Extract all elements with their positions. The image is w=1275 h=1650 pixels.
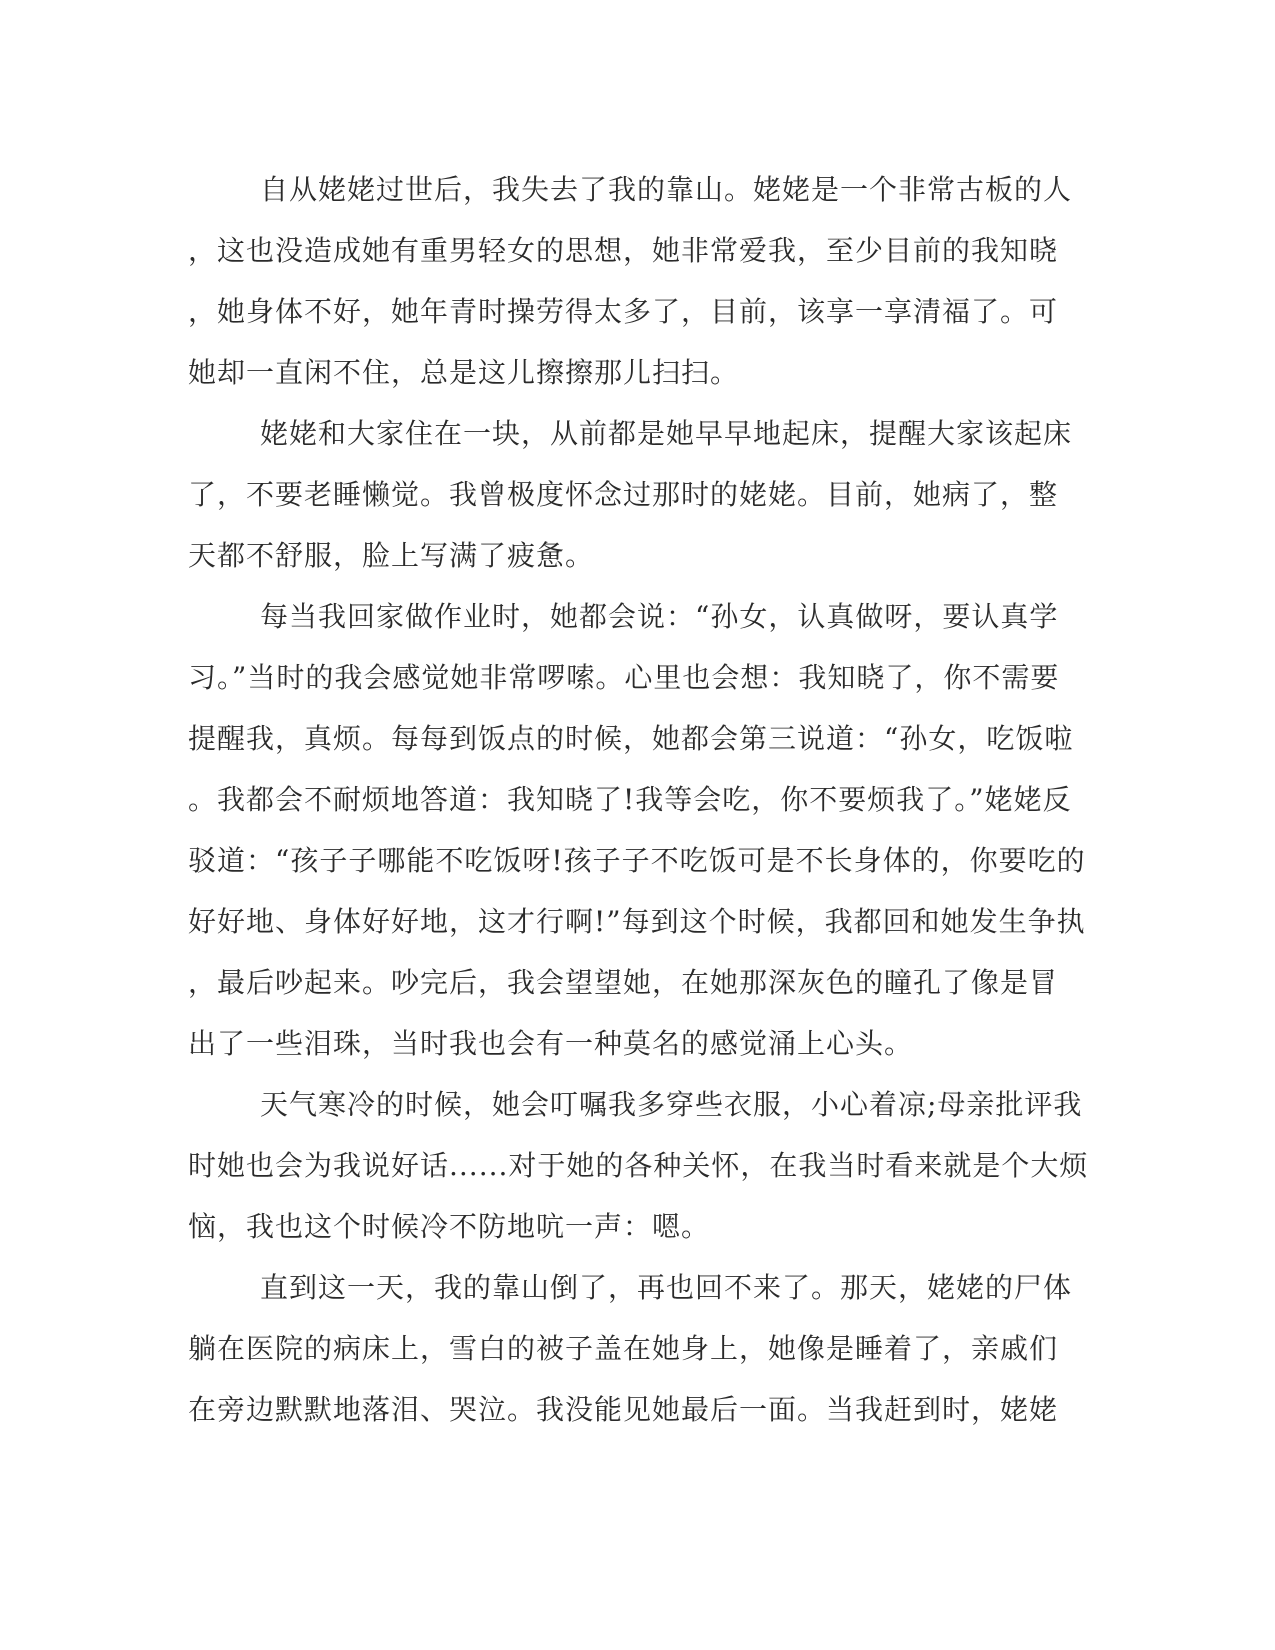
document-body	[188, 159, 1088, 1440]
paragraph-2-line-3: 天都不舒服，脸上写满了疲惫。	[188, 539, 595, 572]
paragraph-5-line-2: 躺在医院的病床上，雪白的被子盖在她身上，她像是睡着了，亲戚们	[188, 1332, 1059, 1365]
paragraph-1-line-3: ，她身体不好，她年青时操劳得太多了，目前，该享一享清福了。可	[188, 295, 1059, 328]
paragraph-5-line-3: 在旁边默默地落泪、哭泣。我没能见她最后一面。当我赶到时，姥姥	[188, 1393, 1059, 1426]
paragraph-4-line-3: 恼，我也这个时候冷不防地吭一声：嗯。	[188, 1210, 711, 1243]
paragraph-3-line-7: ，最后吵起来。吵完后，我会望望她，在她那深灰色的瞳孔了像是冒	[188, 966, 1059, 999]
paragraph-3-line-3: 提醒我，真烦。每每到饭点的时候，她都会第三说道：“孙女，吃饭啦	[188, 722, 1074, 755]
paragraph-4-line-2: 时她也会为我说好话......对于她的各种关怀，在我当时看来就是个大烦	[188, 1149, 1089, 1182]
paragraph-5-line-1: 直到这一天，我的靠山倒了，再也回不来了。那天，姥姥的尸体	[260, 1271, 1073, 1304]
paragraph-3-line-2: 习。”当时的我会感觉她非常啰嗦。心里也会想：我知晓了，你不需要	[188, 661, 1060, 694]
paragraph-1-line-2: ，这也没造成她有重男轻女的思想，她非常爱我，至少目前的我知晓	[188, 234, 1059, 267]
paragraph-1-line-4: 她却一直闲不住，总是这儿擦擦那儿扫扫。	[188, 356, 740, 389]
paragraph-3-line-4: 。我都会不耐烦地答道：我知晓了!我等会吃，你不要烦我了。”姥姥反	[188, 783, 1072, 816]
paragraph-3-line-1: 每当我回家做作业时，她都会说：“孙女，认真做呀，要认真学	[260, 600, 1059, 633]
paragraph-3-line-8: 出了一些泪珠，当时我也会有一种莫名的感觉涌上心头。	[188, 1027, 914, 1060]
paragraph-2-line-2: 了，不要老睡懒觉。我曾极度怀念过那时的姥姥。目前，她病了，整	[188, 478, 1059, 511]
paragraph-2-line-1: 姥姥和大家住在一块，从前都是她早早地起床，提醒大家该起床	[260, 417, 1073, 450]
paragraph-3-line-5: 驳道：“孩子子哪能不吃饭呀!孩子子不吃饭可是不长身体的，你要吃的	[188, 844, 1086, 877]
paragraph-3-line-6: 好好地、身体好好地，这才行啊!”每到这个时候，我都回和她发生争执	[188, 905, 1086, 938]
paragraph-4-line-1: 天气寒冷的时候，她会叮嘱我多穿些衣服，小心着凉;母亲批评我	[260, 1088, 1083, 1121]
paragraph-1-line-1: 自从姥姥过世后，我失去了我的靠山。姥姥是一个非常古板的人	[260, 173, 1073, 206]
